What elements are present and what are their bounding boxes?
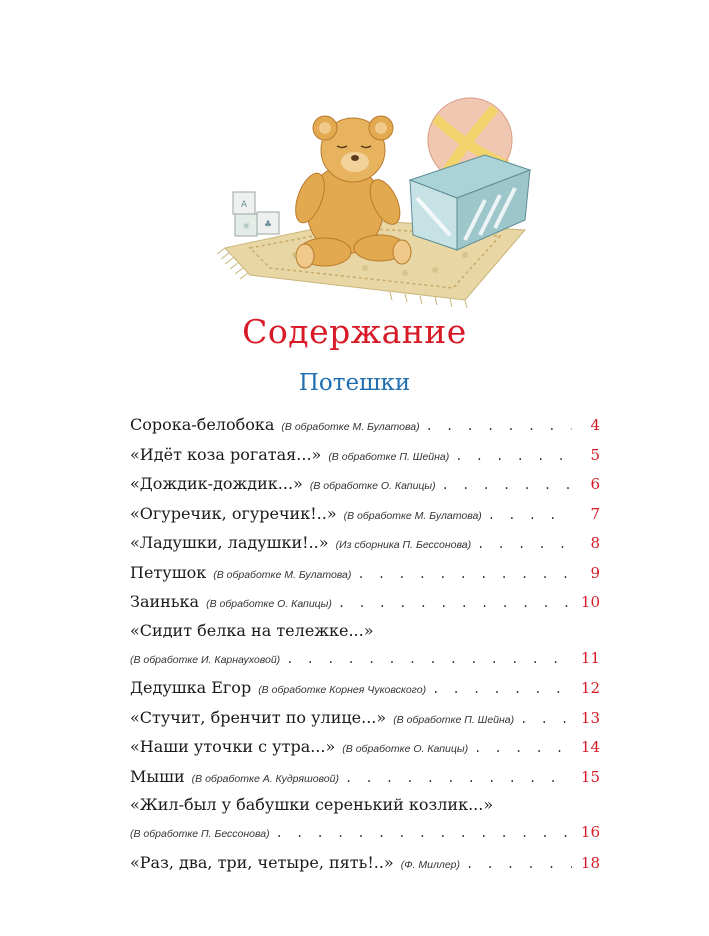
entry-page: 9 xyxy=(590,563,600,582)
entry-title: Мыши xyxy=(130,766,185,786)
dot-leader xyxy=(520,705,572,735)
dot-leader xyxy=(426,412,572,442)
svg-text:☼: ☼ xyxy=(241,222,251,232)
entry-title: «Жил-был у бабушки серенький козлик...» xyxy=(130,795,494,814)
entry-page: 18 xyxy=(580,853,600,872)
toc-entry[interactable] xyxy=(130,617,600,674)
dot-leader xyxy=(477,530,572,560)
section-title: Потешки xyxy=(298,370,411,396)
dot-leader xyxy=(357,560,572,590)
dot-leader xyxy=(338,589,572,619)
dot-leader xyxy=(276,819,572,849)
entry-note: (В обработке М. Булатова) xyxy=(343,509,482,522)
svg-text:A: A xyxy=(240,200,248,210)
toc-entry[interactable] xyxy=(130,791,600,848)
dot-leader xyxy=(286,645,572,675)
entry-title: Дедушка Егор xyxy=(130,678,252,697)
entry-page: 13 xyxy=(580,708,600,727)
entry-page: 15 xyxy=(580,767,600,786)
teddy-bear-icon xyxy=(290,116,411,268)
entry-note: (В обработке А. Кудряшовой) xyxy=(191,772,339,785)
toc-entry[interactable] xyxy=(130,673,600,703)
toy-blocks-icon xyxy=(233,192,279,236)
teddy-bear-illustration xyxy=(195,70,545,315)
dot-leader xyxy=(432,675,572,705)
entry-page: 16 xyxy=(580,823,600,841)
toc-entry[interactable] xyxy=(130,558,600,588)
entry-page: 14 xyxy=(580,738,600,756)
entry-page: 8 xyxy=(590,534,600,552)
entry-title: Петушок xyxy=(130,562,207,582)
toc-entry[interactable] xyxy=(130,703,600,733)
entry-note: (Ф. Миллер) xyxy=(400,858,461,871)
entry-page: 5 xyxy=(590,445,600,464)
entry-note: (В обработке П. Шейна) xyxy=(328,450,450,463)
toc-entry[interactable] xyxy=(130,762,600,792)
entry-page: 7 xyxy=(590,504,600,523)
table-of-contents xyxy=(130,410,600,877)
entry-page: 12 xyxy=(580,679,600,697)
dot-leader xyxy=(345,764,572,794)
entry-title: «Дождик-дождик...» xyxy=(130,474,303,493)
entry-title: «Ладушки, ладушки!..» xyxy=(130,533,329,552)
entry-title: «Раз, два, три, четыре, пять!..» xyxy=(130,852,394,872)
entry-page: 10 xyxy=(580,593,600,611)
svg-text:♣: ♣ xyxy=(263,220,273,230)
dot-leader xyxy=(474,734,572,764)
toc-entry[interactable] xyxy=(130,528,600,558)
toc-entry[interactable] xyxy=(130,587,600,617)
toc-entry[interactable] xyxy=(130,732,600,762)
entry-note: (Из сборника П. Бессонова) xyxy=(335,539,472,551)
entry-title: «Огуречик, огуречик!..» xyxy=(130,503,337,523)
entry-title: «Сидит белка на тележке...» xyxy=(130,620,374,640)
entry-note: (В обработке О. Капицы) xyxy=(309,480,436,492)
entry-note: (В обработке Корнея Чуковского) xyxy=(258,684,427,696)
toc-entry[interactable] xyxy=(130,410,600,440)
entry-page: 4 xyxy=(590,416,600,434)
dot-leader xyxy=(455,442,572,472)
entry-note: (В обработке И. Карнауховой) xyxy=(130,653,281,666)
toc-entry[interactable] xyxy=(130,499,600,529)
entry-note: (В обработке М. Булатова) xyxy=(281,421,420,433)
entry-title: «Стучит, бренчит по улице...» xyxy=(130,707,387,727)
toc-entry[interactable] xyxy=(130,469,600,499)
entry-note: (В обработке О. Капицы) xyxy=(206,598,332,610)
entry-title: «Идёт коза рогатая...» xyxy=(130,444,322,464)
entry-title: «Наши уточки с утра...» xyxy=(130,737,336,756)
entry-note: (В обработке П. Бессонова) xyxy=(130,828,270,840)
entry-note: (В обработке О. Капицы) xyxy=(342,743,469,755)
dot-leader xyxy=(466,850,572,880)
entry-title: Заинька xyxy=(130,592,200,611)
entry-page: 11 xyxy=(580,648,600,667)
entry-page: 6 xyxy=(590,475,600,493)
toc-entry[interactable] xyxy=(130,440,600,470)
dot-leader xyxy=(488,501,572,531)
toc-entry[interactable] xyxy=(130,848,600,878)
entry-title: Сорока-белобока xyxy=(130,415,275,434)
page-title: Содержание xyxy=(242,312,467,351)
dot-leader xyxy=(442,471,572,501)
entry-note: (В обработке М. Булатова) xyxy=(213,568,352,581)
entry-note: (В обработке П. Шейна) xyxy=(393,713,515,726)
